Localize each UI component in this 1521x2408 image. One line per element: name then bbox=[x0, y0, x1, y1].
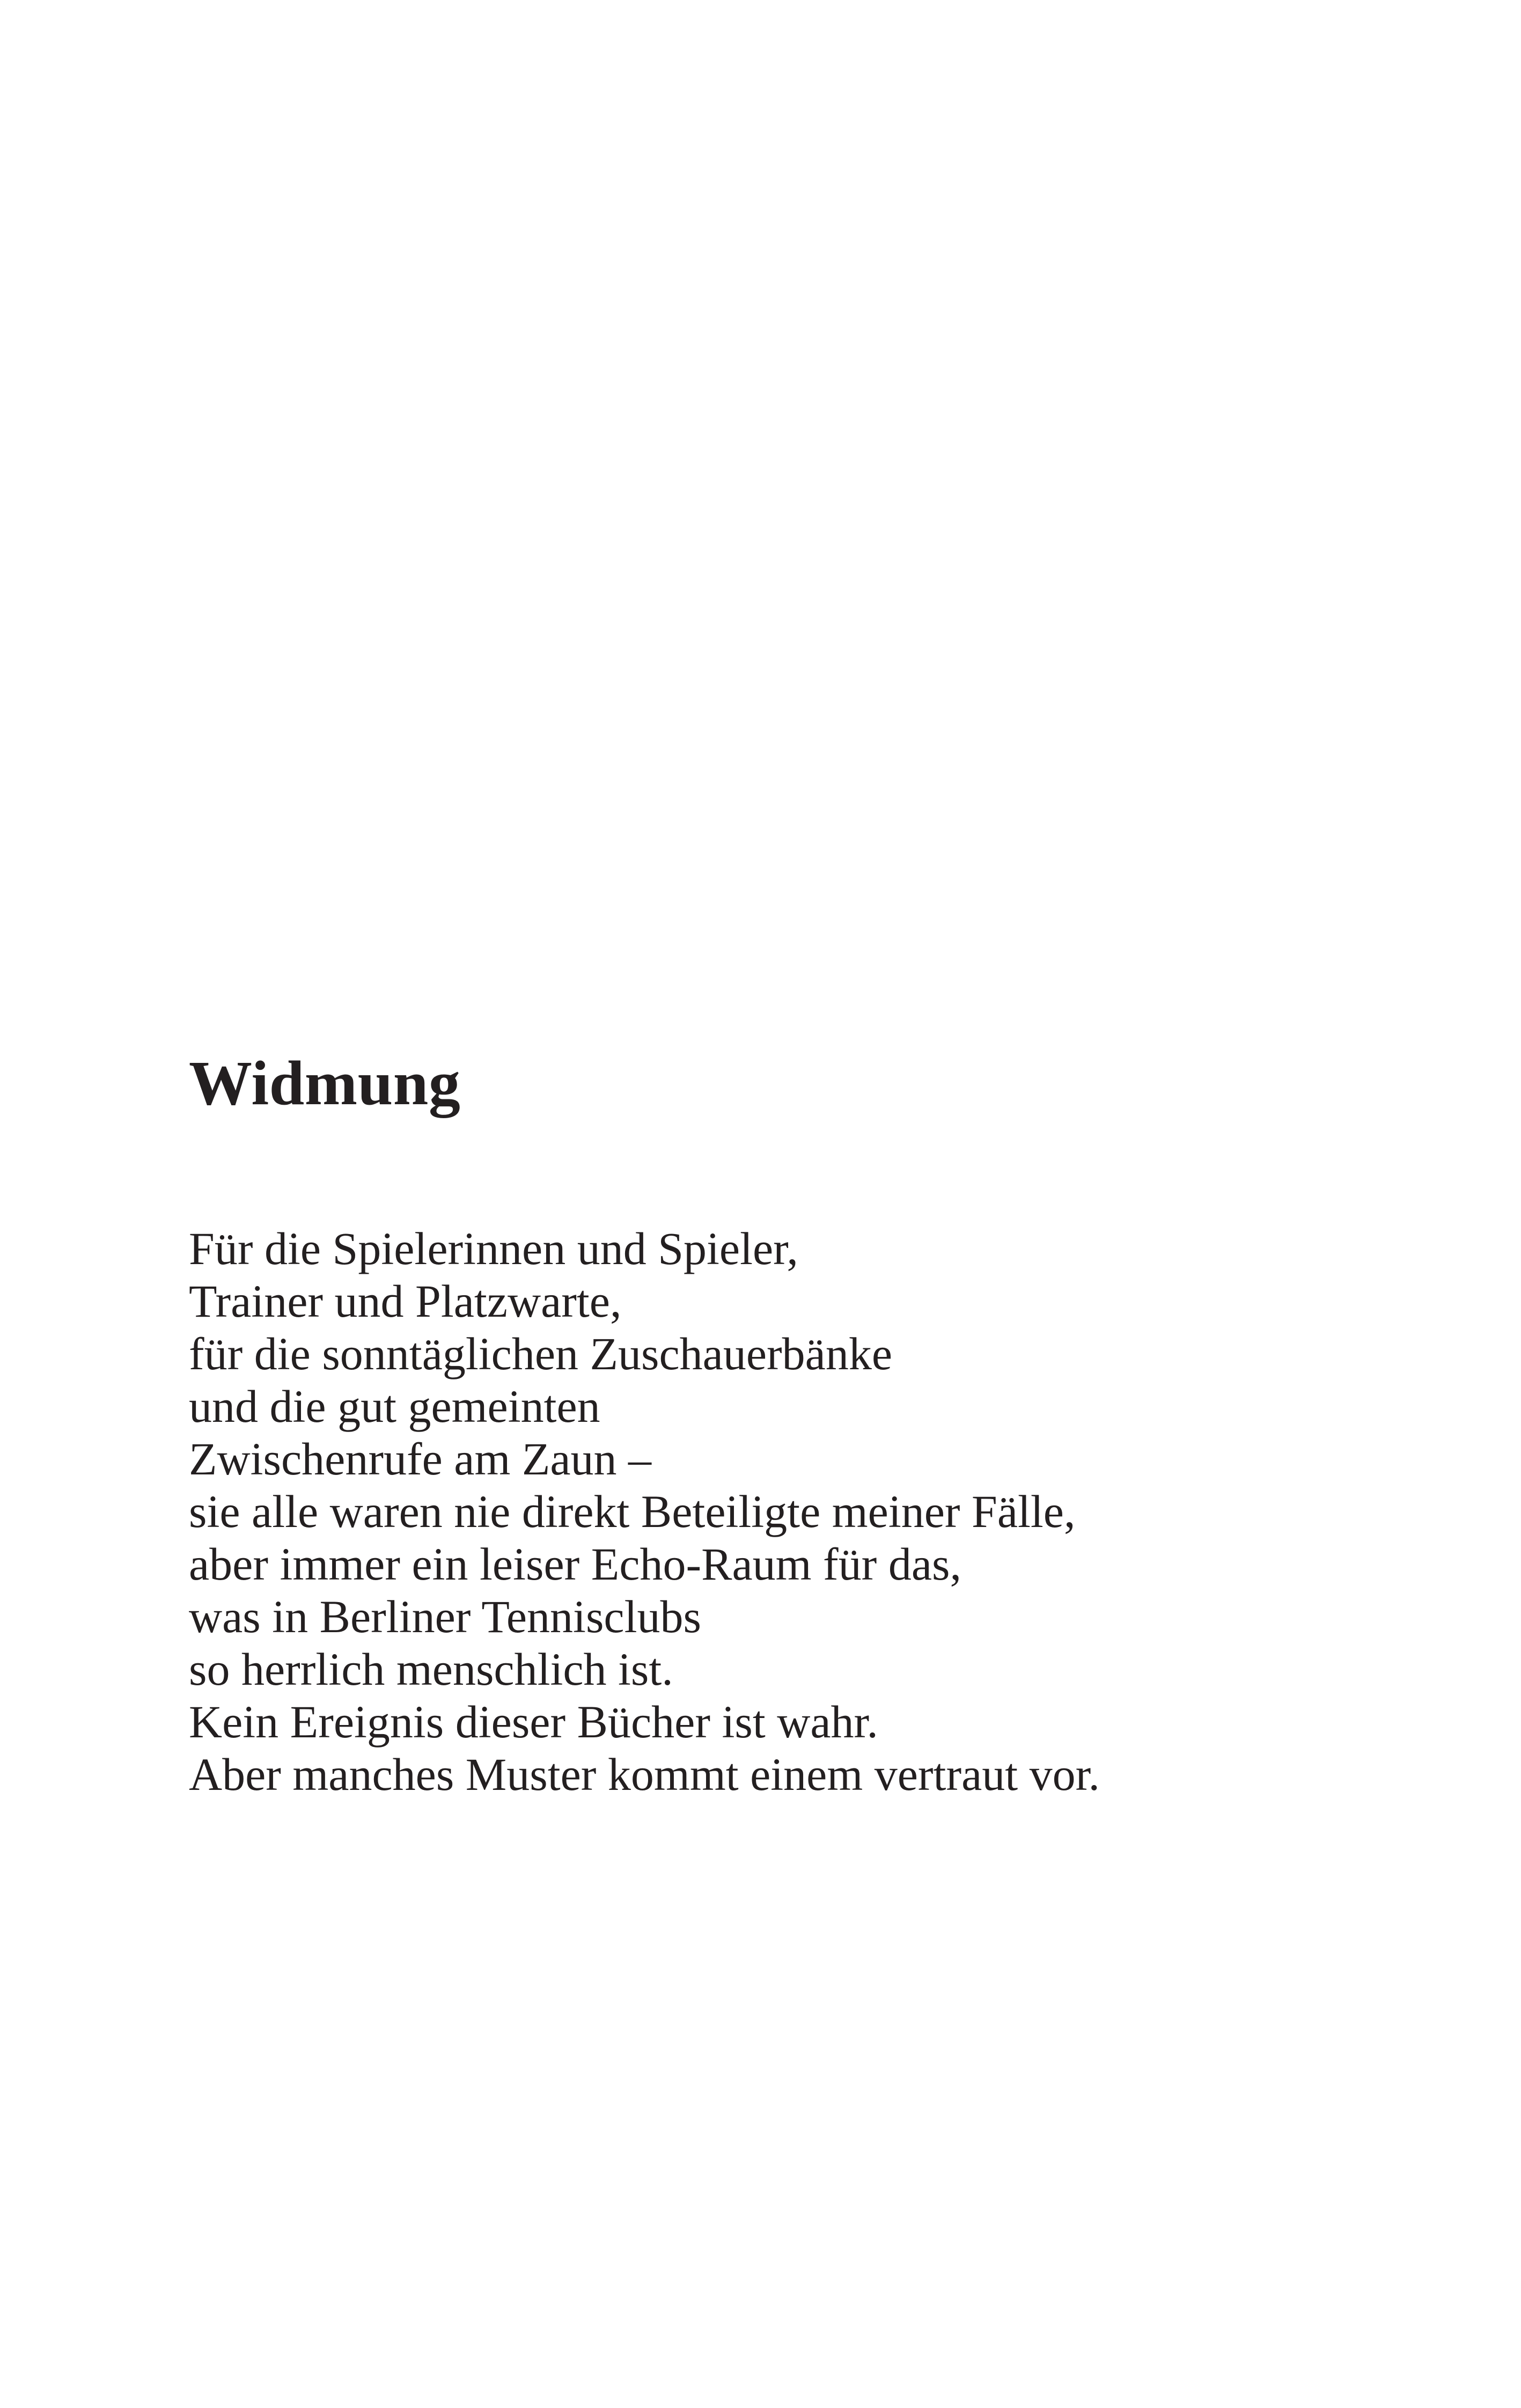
dedication-line: was in Berliner Tennisclubs bbox=[189, 1591, 701, 1642]
dedication-line: Für die Spielerinnen und Spieler, bbox=[189, 1223, 798, 1274]
dedication-line: Trainer und Platzwarte, bbox=[189, 1275, 622, 1327]
page-title: Widmung bbox=[189, 1048, 461, 1118]
dedication-line: Zwischenrufe am Zaun – bbox=[189, 1433, 652, 1485]
dedication-text bbox=[189, 1222, 1369, 1801]
dedication-line: Kein Ereignis dieser Bücher ist wahr. bbox=[189, 1696, 878, 1748]
dedication-line: aber immer ein leiser Echo-Raum für das, bbox=[189, 1538, 961, 1590]
dedication-line: sie alle waren nie direkt Beteiligte meiner Fälle, bbox=[189, 1486, 1076, 1537]
dedication-section bbox=[189, 1048, 1369, 1801]
dedication-line: und die gut gemeinten bbox=[189, 1381, 600, 1432]
dedication-line: für die sonntäglichen Zuschauerbänke bbox=[189, 1328, 892, 1379]
dedication-line: Aber manches Muster kommt einem vertraut vor. bbox=[189, 1749, 1100, 1800]
dedication-line: so herrlich menschlich ist. bbox=[189, 1643, 673, 1695]
